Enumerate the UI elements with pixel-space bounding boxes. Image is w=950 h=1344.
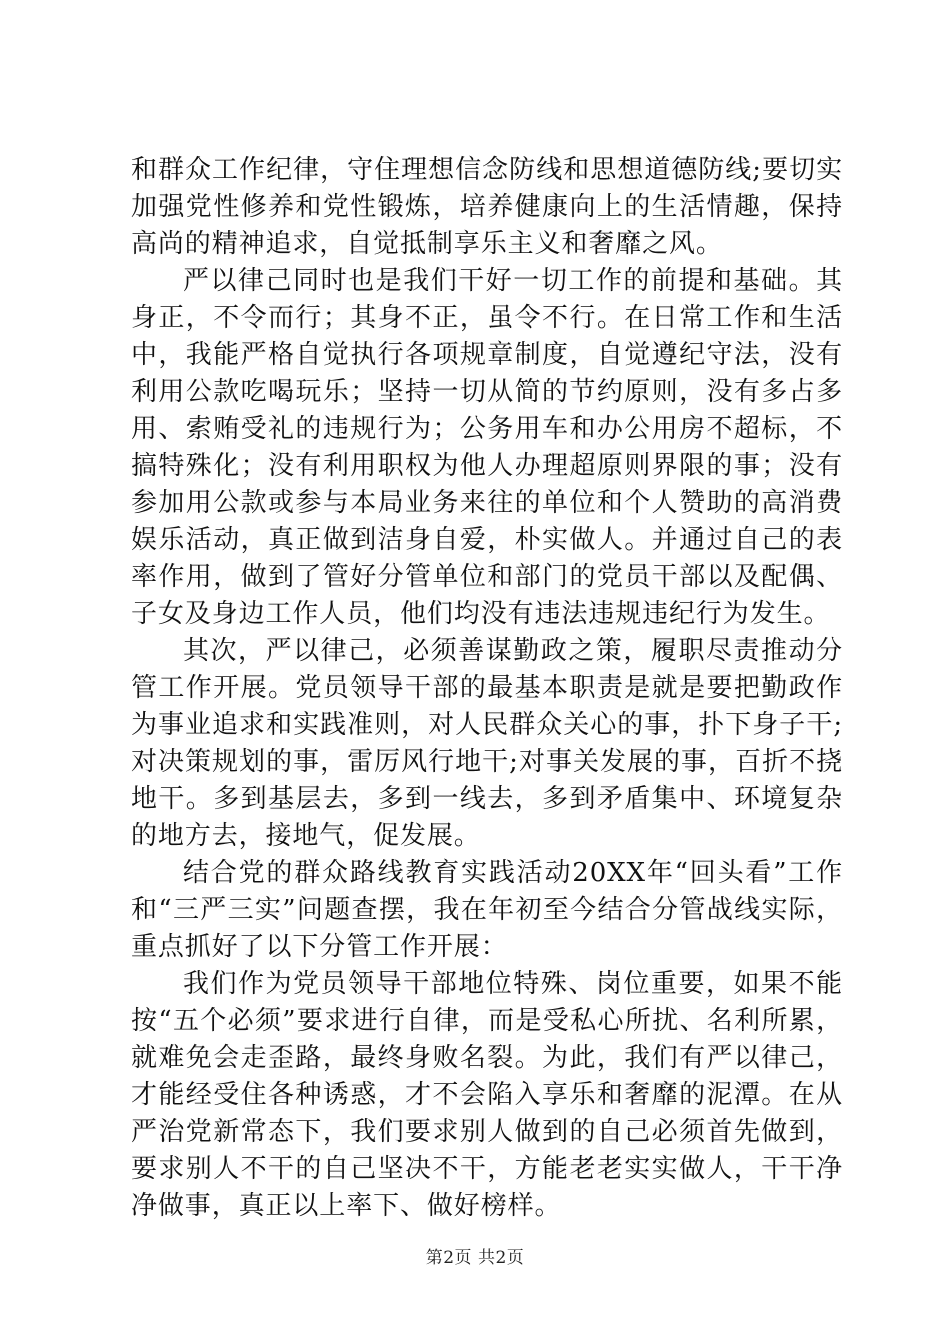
paragraph-3: 其次，严以律己，必须善谋勤政之策，履职尽责推动分管工作开展。党员领导干部的最基本职责是就是要把勤政作为事业追求和实践准则，对人民群众关心的事，扑下身子干;对决策规划的事，雷厉风行地干;对事关发展的事，百折不挠地干。多到基层去，多到一线去，多到矛盾集中、环境复杂的地方去，接地气，促发展。 (131, 636, 843, 851)
document-body (131, 152, 843, 1225)
page-footer: 第2页 共2页 (425, 1248, 525, 1268)
paragraph-2: 严以律己同时也是我们干好一切工作的前提和基础。其身正，不令而行；其身不正，虽令不行。在日常工作和生活中，我能严格自觉执行各项规章制度，自觉遵纪守法，没有利用公款吃喝玩乐；坚持一切从简的节约原则，没有多占多用、索贿受礼的违规行为；公务用车和办公用房不超标，不搞特殊化；没有利用职权为他人办理超原则界限的事；没有参加用公款或参与本局业务来往的单位和个人赞助的高消费娱乐活动，真正做到洁身自爱，朴实做人。并通过自己的表率作用，做到了管好分管单位和部门的党员干部以及配偶、子女及身边工作人员，他们均没有违法违规违纪行为发生。 (131, 266, 843, 629)
paragraph-4: 结合党的群众路线教育实践活动20XX年“回头看”工作和“三严三实”问题查摆，我在年初至今结合分管战线实际，重点抓好了以下分管工作开展： (131, 858, 843, 962)
paragraph-5: 我们作为党员领导干部地位特殊、岗位重要，如果不能按“五个必须”要求进行自律，而是受私心所扰、名利所累，就难免会走歪路，最终身败名裂。为此，我们有严以律己，才能经受住各种诱惑，才不会陷入享乐和奢靡的泥潭。在从严治党新常态下，我们要求别人做到的自己必须首先做到，要求别人不干的自己坚决不干，方能老老实实做人，干干净净做事，真正以上率下、做好榜样。 (131, 969, 843, 1221)
paragraph-1: 和群众工作纪律，守住理想信念防线和思想道德防线;要切实加强党性修养和党性锻炼，培养健康向上的生活情趣，保持高尚的精神追求，自觉抵制享乐主义和奢靡之风。 (131, 155, 843, 259)
